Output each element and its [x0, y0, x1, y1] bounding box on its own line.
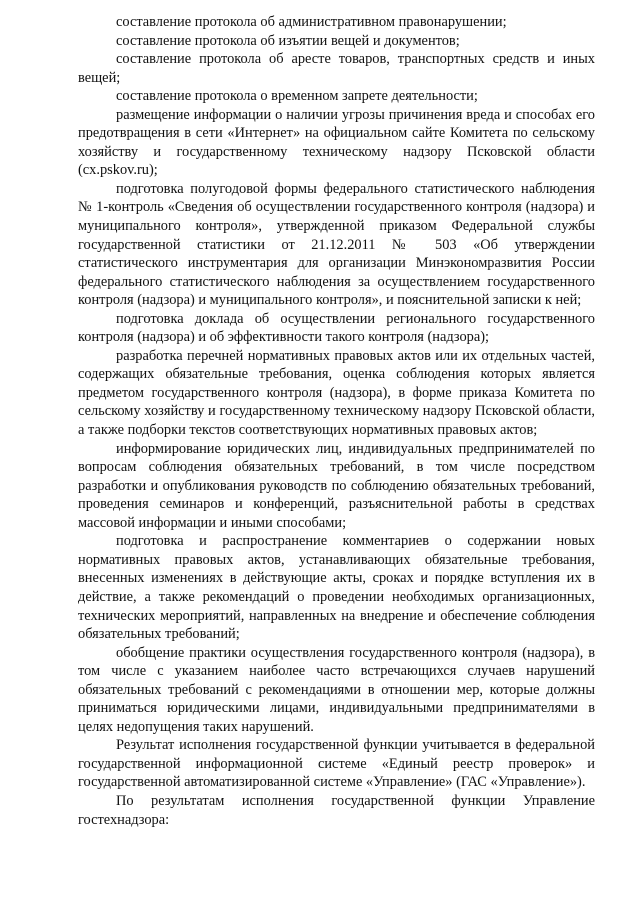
- paragraph: составление протокола о временном запрете деятельности;: [116, 88, 478, 105]
- paragraph: информирование юридических лиц, индивидуальных предпринимателей по вопросам соблюдения обязательных требований, в том числе посредством разработки и опубликования руководств по соблюдению обязательных требований, проведения семинаров и конференций, разъяснительной работы в средствах массовой информации и иными способами;: [78, 440, 595, 531]
- paragraph: обобщение практики осуществления государственного контроля (надзора), в том числе с указанием наиболее часто встречающихся случаев нарушений обязательных требований с рекомендациями в отношении мер, которые должны приниматься юридическими лицами, индивидуальными предпринимателями в целях недопущения таких нарушений.: [78, 644, 595, 735]
- paragraph: подготовка полугодовой формы федерального статистического наблюдения № 1-контроль «Сведения об осуществлении государственного контроля (надзора) и муниципального контроля», утвержденной приказом Федеральной службы государственной статистики от 21.12.2011 № 503 «Об утверждении статистического инструментария для организации Минэкономразвития России федерального статистического наблюдения за осуществлением государственного контроля (надзора) и муниципального контроля», и пояснительной записки к ней;: [78, 180, 595, 309]
- paragraph: подготовка доклада об осуществлении регионального государственного контроля (надзора) и об эффективности такого контроля (надзора);: [78, 310, 595, 346]
- paragraph: составление протокола об административном правонарушении;: [116, 14, 507, 30]
- paragraph: По результатам исполнения государственной функции Управление гостехнадзора:: [78, 792, 595, 828]
- paragraph: составление протокола об изъятии вещей и документов;: [116, 32, 460, 49]
- paragraph: составление протокола об аресте товаров, транспортных средств и иных вещей;: [78, 51, 595, 86]
- paragraph: подготовка и распространение комментариев о содержании новых нормативных правовых актов, устанавливающих обязательные требования, внесенных изменениях в действующие акты, сроках и порядке вступления их в действие, а также рекомендаций о проведении необходимых организационных, технических мероприятий, направленных на внедрение и обеспечение соблюдения обязательных требований;: [78, 533, 595, 643]
- paragraph: разработка перечней нормативных правовых актов или их отдельных частей, содержащих обязательные требования, оценка соблюдения которых является предметом государственного контроля (надзора), в форме приказа Комитета по сельскому хозяйству и государственному техническому надзору Псковской области, а также подборки текстов соответствующих нормативных правовых актов;: [78, 347, 595, 439]
- paragraph: Результат исполнения государственной функции учитывается в федеральной государственной информационной системе «Единый реестр проверок» и государственной автоматизированной системе «Управление» (ГАС «Управление»).: [78, 737, 595, 791]
- paragraph: размещение информации о наличии угрозы причинения вреда и способах его предотвращения в сети «Интернет» на официальном сайте Комитета по сельскому хозяйству и государственному техническому надзору Псковской области (cx.pskov.ru);: [78, 106, 595, 179]
